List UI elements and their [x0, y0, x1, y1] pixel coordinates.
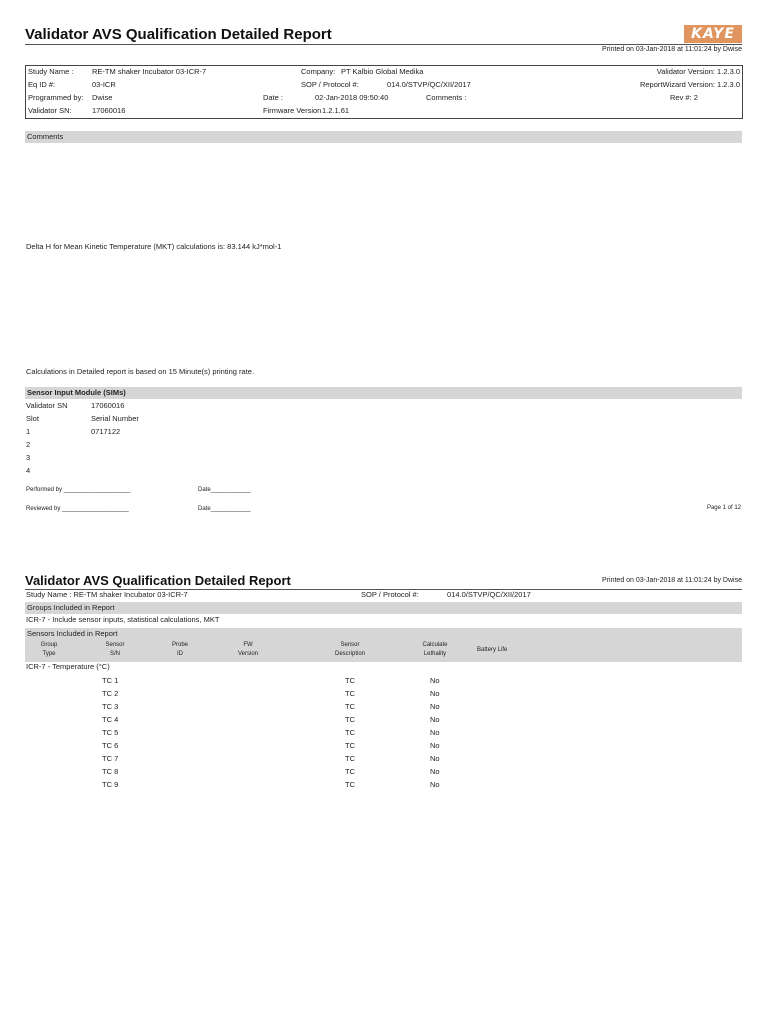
- serial-number-label: Serial Number: [91, 414, 139, 423]
- sensor-sn: TC 5: [102, 728, 119, 737]
- performed-date-line: Date____________: [198, 487, 251, 493]
- printed-on-text-page2: Printed on 03-Jan-2018 at 11:01:24 by Dwise: [602, 577, 742, 584]
- calc-rate-text: Calculations in Detailed report is based on 15 Minute(s) printing rate.: [26, 367, 255, 376]
- sensor-lethality: No: [430, 676, 440, 685]
- col-probe-id-2: ID: [177, 651, 183, 657]
- col-sensor-desc-1: Sensor: [340, 642, 360, 648]
- sim-validator-sn-value: 17060016: [91, 401, 125, 410]
- col-calc-leth-2: Lethality: [423, 651, 447, 657]
- company-value: PT Kalbio Global Medika: [341, 67, 424, 76]
- sensor-lethality: No: [430, 728, 440, 737]
- validator-version: Validator Version: 1.2.3.0: [656, 67, 740, 76]
- study-name-value: RE-TM shaker Incubator 03-ICR-7: [92, 67, 207, 76]
- col-probe-id-1: Probe: [171, 642, 188, 648]
- eq-id-value: 03-ICR: [92, 80, 116, 89]
- sensor-lethality: No: [430, 754, 440, 763]
- reviewed-date-line: Date____________: [198, 506, 251, 512]
- slot-number: 1: [26, 427, 31, 436]
- col-calc-leth-1: Calculate: [422, 642, 448, 648]
- col-sensor-sn-2: S/N: [109, 651, 120, 657]
- slot-label: Slot: [26, 414, 39, 423]
- slot-number: 2: [26, 440, 31, 449]
- col-fw-version-2: Version: [237, 651, 258, 657]
- sensor-sn: TC 3: [102, 702, 119, 711]
- sensor-sn: TC 2: [102, 689, 119, 698]
- sensor-lethality: No: [430, 689, 440, 698]
- sensor-desc: TC: [345, 702, 355, 711]
- performed-by-line: Performed by ____________________: [26, 487, 131, 493]
- date-value: 02-Jan-2018 09:50:40: [315, 93, 389, 102]
- sensor-sn: TC 6: [102, 741, 119, 750]
- reportwizard-version: ReportWizard Version: 1.2.3.0: [639, 80, 740, 89]
- comments-header: [25, 131, 742, 143]
- groups-header: [25, 602, 742, 614]
- programmed-by-label: Programmed by:: [28, 93, 84, 102]
- validator-sn-label: Validator SN:: [28, 106, 72, 115]
- col-fw-version-1: FW: [243, 642, 253, 648]
- col-sensor-sn-1: Sensor: [105, 642, 125, 648]
- sensor-desc: TC: [345, 767, 355, 776]
- sensors-header-label: Sensors Included in Report: [27, 629, 118, 638]
- table-row: [25, 727, 742, 740]
- study-info-box: [25, 65, 743, 119]
- table-row: [25, 688, 742, 701]
- eq-id-label: Eq ID #:: [28, 80, 56, 89]
- sensor-desc: TC: [345, 689, 355, 698]
- sensors-table: [25, 675, 742, 795]
- sensor-desc: TC: [345, 780, 355, 789]
- col-group-type-1: Group: [40, 642, 58, 648]
- table-row: [25, 740, 742, 753]
- study-name-label: Study Name :: [28, 67, 74, 76]
- report-title-page2: Validator AVS Qualification Detailed Report: [25, 573, 291, 588]
- sensor-sn: TC 8: [102, 767, 119, 776]
- sop-label: SOP / Protocol #:: [301, 80, 359, 89]
- sensor-sn: TC 7: [102, 754, 119, 763]
- kaye-logo: KAYE: [684, 25, 742, 43]
- firmware-value: 1.2.1.61: [322, 106, 350, 115]
- sensor-lethality: No: [430, 780, 440, 789]
- sensor-lethality: No: [430, 715, 440, 724]
- sensor-sn: TC 9: [102, 780, 119, 789]
- sensor-lethality: No: [430, 741, 440, 750]
- table-row: [25, 675, 742, 688]
- sensor-lethality: No: [430, 702, 440, 711]
- title-rule: [25, 44, 742, 45]
- programmed-by-value: Dwise: [92, 93, 113, 102]
- delta-h-text: Delta H for Mean Kinetic Temperature (MKT) calculations is: 83.144 kJ*mol-1: [26, 242, 282, 251]
- table-row: [25, 714, 742, 727]
- sensor-desc: TC: [345, 741, 355, 750]
- groups-text: ICR-7 - Include sensor inputs, statistical calculations, MKT: [26, 615, 220, 624]
- sensor-sn: TC 4: [102, 715, 119, 724]
- sensor-sn: TC 1: [102, 676, 119, 685]
- col-battery-life: Battery Life: [477, 647, 508, 653]
- table-row: [25, 753, 742, 766]
- date-label: Date :: [263, 93, 284, 102]
- sensors-header-band: [25, 628, 742, 662]
- validator-sn-value: 17060016: [92, 106, 126, 115]
- comments-label: Comments :: [426, 93, 467, 102]
- table-row: [25, 766, 742, 779]
- sensor-desc: TC: [345, 715, 355, 724]
- company-label: Company:: [301, 67, 336, 76]
- sop-value: 014.0/STVP/QC/XII/2017: [387, 80, 471, 89]
- table-row: [25, 779, 742, 792]
- col-group-type-2: Type: [42, 651, 56, 657]
- sim-header: [25, 387, 742, 399]
- sensor-lethality: No: [430, 767, 440, 776]
- slot-serial: 0717122: [91, 427, 121, 436]
- sop-value-page2: 014.0/STVP/QC/XII/2017: [447, 590, 531, 599]
- sim-header-label: Sensor Input Module (SIMs): [27, 388, 126, 397]
- slot-number: 4: [26, 466, 31, 475]
- comments-header-label: Comments: [27, 132, 64, 141]
- sensor-desc: TC: [345, 754, 355, 763]
- reviewed-by-line: Reviewed by ____________________: [26, 506, 129, 512]
- printed-on-text: Printed on 03-Jan-2018 at 11:01:24 by Dwise: [602, 46, 742, 53]
- table-row: [25, 701, 742, 714]
- sop-label-page2: SOP / Protocol #:: [361, 590, 419, 599]
- sensor-desc: TC: [345, 676, 355, 685]
- groups-header-label: Groups Included in Report: [27, 603, 115, 612]
- group-row-label: ICR-7 - Temperature (°C): [26, 662, 110, 671]
- col-sensor-desc-2: Description: [334, 651, 365, 657]
- sensor-desc: TC: [345, 728, 355, 737]
- study-name-page2: Study Name : RE-TM shaker Incubator 03-ICR-7: [26, 590, 188, 599]
- page-number: Page 1 of 12: [706, 505, 741, 511]
- firmware-label: Firmware Version: [263, 106, 322, 115]
- report-title: Validator AVS Qualification Detailed Report: [25, 26, 332, 43]
- rev-number: Rev #: 2: [670, 93, 698, 102]
- slot-number: 3: [26, 453, 31, 462]
- sim-validator-sn-label: Validator SN: [26, 401, 68, 410]
